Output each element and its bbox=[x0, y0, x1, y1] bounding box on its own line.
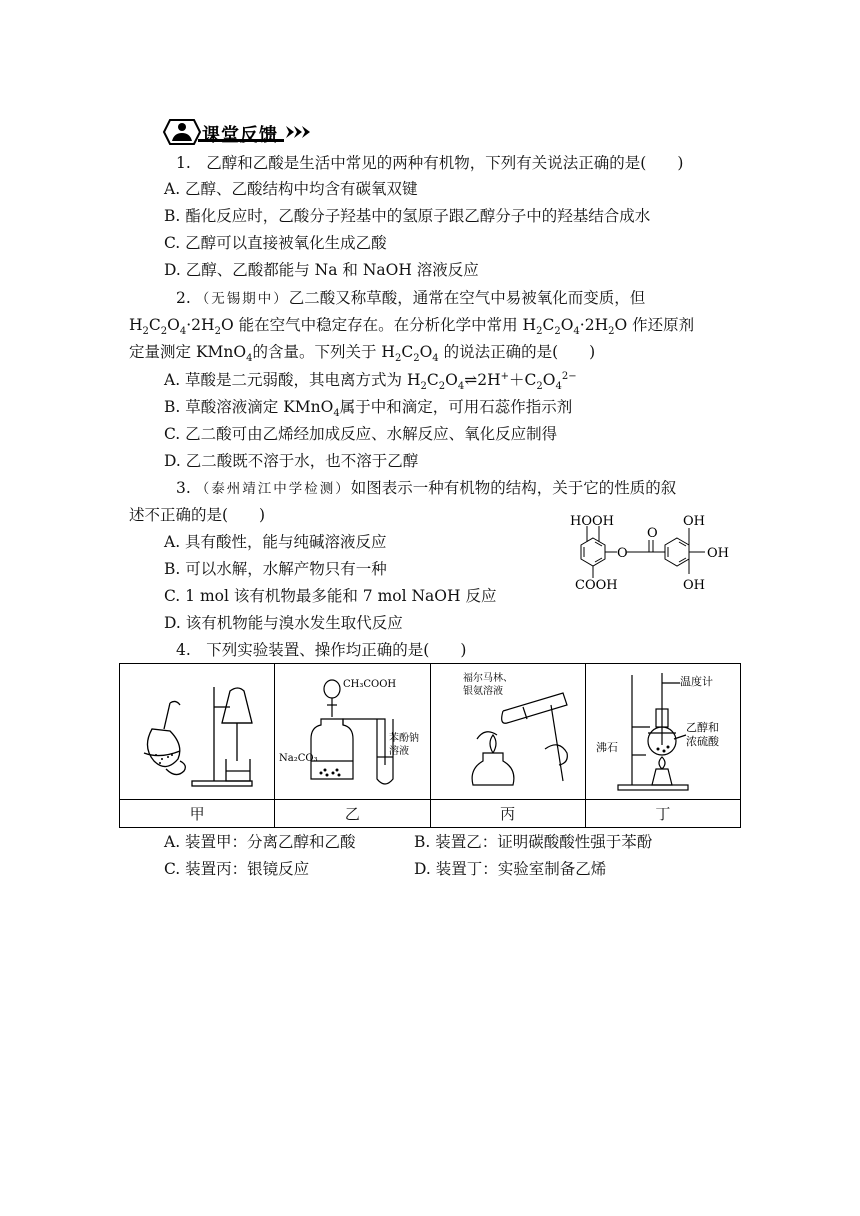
q2-option-c: C. 乙二酸可由乙烯经加成反应、水解反应、氧化反应制得 bbox=[164, 425, 558, 443]
ding-label-thermometer: 温度计 bbox=[679, 675, 713, 688]
formula-ionization: $H_2C_2O_4\rightleftharpoons 2H^++C_2O_4^{2-}$ bbox=[407, 370, 577, 393]
q3-option-a: A. 具有酸性，能与纯碱溶液反应 bbox=[164, 533, 387, 551]
apparatus-ding bbox=[585, 664, 740, 800]
q2-stem-text1: 乙二酸又称草酸，通常在空气中易被氧化而变质，但 bbox=[288, 289, 646, 307]
q2-number: 2. bbox=[176, 289, 191, 307]
q2-stem-text3c: 的说法正确的是( ) bbox=[443, 343, 596, 361]
q2-source: （无锡期中） bbox=[195, 291, 289, 307]
q2-option-b-text2: 属于中和滴定，可用石蕊作指示剂 bbox=[339, 398, 573, 416]
molecule-label-hooh: HOOH bbox=[570, 514, 614, 529]
yi-label-phenolate-2: 溶液 bbox=[389, 746, 410, 757]
section-header bbox=[160, 117, 330, 147]
q3-source: （泰州靖江中学检测） bbox=[195, 481, 351, 497]
q2-stem-text3b: 的含量。下列关于 bbox=[252, 343, 377, 361]
q1-stem: 1. 乙醇和乙酸是生活中常见的两种有机物，下列有关说法正确的是( ) bbox=[176, 154, 684, 172]
apparatus-table bbox=[119, 663, 741, 828]
q2-option-a-text: A. 草酸是二元弱酸，其电离方式为 bbox=[164, 371, 403, 389]
q3-option-c: C. 1 mol 该有机物最多能和 7 mol NaOH 反应 bbox=[164, 587, 497, 605]
q1-option-d: D. 乙醇、乙酸都能与 Na 和 NaOH 溶液反应 bbox=[164, 261, 479, 279]
formula-oxalic: $H_2C_2O_4$ bbox=[381, 343, 439, 365]
apparatus-bing bbox=[430, 664, 585, 800]
q4-option-b: B. 装置乙：证明碳酸酸性强于苯酚 bbox=[414, 833, 653, 851]
q2-stem-line2 bbox=[129, 314, 694, 336]
apparatus-yi bbox=[275, 664, 430, 800]
q2-stem-line3 bbox=[129, 341, 595, 363]
q1-option-b: B. 酯化反应时，乙酸分子羟基中的氢原子跟乙醇分子中的羟基结合成水 bbox=[164, 207, 651, 225]
apparatus-label-bing: 丙 bbox=[430, 800, 585, 828]
q4-option-c: C. 装置丙：银镜反应 bbox=[164, 860, 310, 878]
q1-option-a: A. 乙醇、乙酸结构中均含有碳氧双键 bbox=[164, 180, 418, 198]
q2-stem-text2-end: 作还原剂 bbox=[632, 316, 695, 334]
q2-stem-line1 bbox=[176, 287, 645, 310]
ding-label-boiling-stone: 沸石 bbox=[595, 741, 618, 754]
yi-label-phenolate-1: 苯酚钠 bbox=[389, 733, 420, 744]
q2-option-b-text1: B. 草酸溶液滴定 bbox=[164, 398, 279, 416]
molecule-label-o-bridge: O bbox=[617, 546, 628, 561]
q3-stem-line2: 述不正确的是( ) bbox=[129, 506, 266, 524]
q4-option-d: D. 装置丁：实验室制备乙烯 bbox=[414, 860, 607, 878]
q2-stem-text2: 能在空气中稳定存在。在分析化学中常用 bbox=[238, 316, 518, 334]
bing-label-formalin: 福尔马林、 bbox=[462, 673, 513, 684]
molecule-structure bbox=[565, 512, 745, 592]
q1-option-c: C. 乙醇可以直接被氧化生成乙酸 bbox=[164, 234, 387, 252]
apparatus-label-ding: 丁 bbox=[585, 800, 740, 828]
q3-stem-line1 bbox=[176, 477, 676, 500]
molecule-label-oh-bottom: OH bbox=[683, 578, 705, 592]
yi-label-sodium-carbonate: Na₂CO₃ bbox=[279, 753, 318, 764]
apparatus-jia bbox=[120, 664, 275, 800]
formula-kmno4: KMnO$_4$ bbox=[283, 398, 340, 420]
q3-number: 3. bbox=[176, 479, 191, 497]
ding-label-sulfuric-acid: 浓硫酸 bbox=[685, 735, 719, 748]
q2-option-a bbox=[164, 369, 577, 391]
molecule-label-cooh: COOH bbox=[575, 578, 618, 592]
molecule-label-oh-top: OH bbox=[683, 514, 705, 529]
q3-option-d: D. 该有机物能与溴水发生取代反应 bbox=[164, 614, 403, 632]
molecule-label-oh-right: OH bbox=[707, 546, 729, 561]
q2-option-d: D. 乙二酸既不溶于水，也不溶于乙醇 bbox=[164, 452, 419, 470]
ding-label-ethanol: 乙醇和 bbox=[685, 721, 719, 734]
formula-oxalic-dihydrate: $H_2C_2O_4\cdot 2H_2O$ bbox=[522, 316, 628, 338]
q4-stem: 4. 下列实验装置、操作均正确的是( ) bbox=[176, 641, 467, 659]
formula-oxalic-dihydrate: $H_2C_2O_4\cdot 2H_2O$ bbox=[129, 316, 234, 338]
section-title: 课堂反馈 bbox=[202, 125, 278, 146]
apparatus-label-jia: 甲 bbox=[120, 800, 275, 828]
q3-stem-text1: 如图表示一种有机物的结构，关于它的性质的叙 bbox=[350, 479, 677, 497]
molecule-label-o-top: O bbox=[647, 526, 658, 541]
q2-stem-text3a: 定量测定 bbox=[129, 343, 192, 361]
yi-label-acetic-acid: CH₃COOH bbox=[343, 679, 397, 690]
bing-label-silver-ammonia: 银氨溶液 bbox=[462, 686, 503, 697]
formula-kmno4: KMnO$_4$ bbox=[195, 343, 253, 365]
apparatus-label-yi: 乙 bbox=[275, 800, 430, 828]
q3-option-b: B. 可以水解，水解产物只有一种 bbox=[164, 560, 387, 578]
q4-option-a: A. 装置甲：分离乙醇和乙酸 bbox=[164, 833, 356, 851]
q2-option-b bbox=[164, 396, 572, 418]
